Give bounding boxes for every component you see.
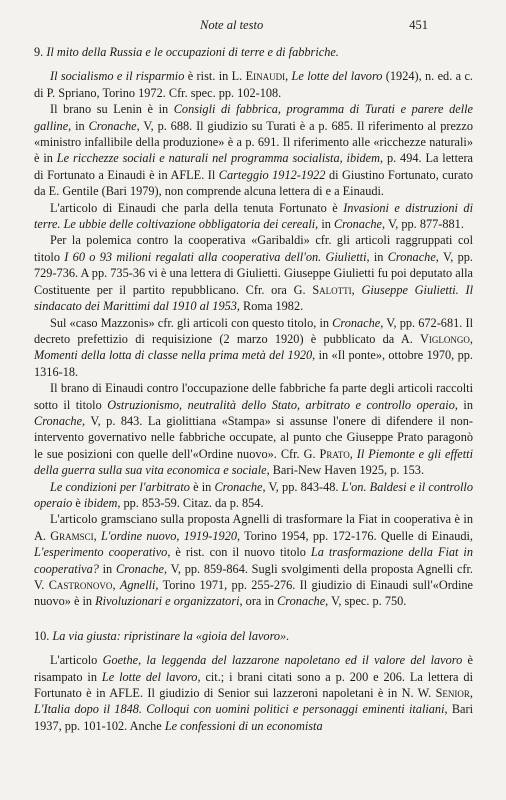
paragraph: L'articolo Goethe, la leggenda del lazzarone napoletano ed il valore del lavoro è risampato in Le lotte del lavoro, cit.; i brani citati sono a p. 200 e 206. La lettera di Fortunato è in AFLE. Il giudizio di Senior sui lazzeroni napoletani è in N. W. Senior, L'Italia dopo il 1848. Colloqui con uomini politici e personaggi eminenti italiani, Bari 1937, pp. 101-102. Anche Le confessioni di un economista <box>34 653 474 733</box>
paragraph: Il brano di Einaudi contro l'occupazione delle fabbriche fa parte degli articoli raccolti sotto il titolo Ostruzionismo, neutralità dello Stato, arbitrato e controllo operaio, in Cronache, V, p. 843. La giolittiana «Stampa» si assunse l'onere di difendere il non-intervento governativo nelle fabbriche occupate, al punto che Giuseppe Prato paragonò le sue posizioni con quelle dell'«Ordine nuovo». Cfr. G. Prato, Il Piemonte e gli effetti della guerra sulla sua vita economica e sociale, Bari-New Haven 1925, p. 153. <box>34 381 474 478</box>
paragraph: Sul «caso Mazzonis» cfr. gli articoli con questo titolo, in Cronache, V, pp. 672-681. Il decreto prefettizio di requisizione (2 marzo 1920) è pubblicato da A. Viglongo, Momenti della lotta di classe nella prima metà del 1920, in «Il ponte», ottobre 1970, pp. 1316-18. <box>34 315 473 379</box>
paragraph: Le condizioni per l'arbitrato è in Cronache, V, pp. 843-48. L'on. Baldesi e il controllo operaio è ibidem, pp. 853-59. Citaz. da p. 854. <box>34 479 473 510</box>
paragraph: Il brano su Lenin è in Consigli di fabbrica, programma di Turati e parere delle galline, in Cronache, V, p. 688. Il giudizio su Turati è a p. 685. Il riferimento al prezzo «ministro infallibile della produzione» è a p. 691. Il riferimento alle «ricchezze naturali» è in Le ricchezze sociali e naturali nel programma socialista, ibidem, p. 494. La lettera di Fortunato a Einaudi è in AFLE. Il Carteggio 1912-1922 di Giustino Fortunato, curato da E. Gentile (Bari 1979), non comprende alcuna lettera di e a Einaudi. <box>34 102 474 199</box>
section-9-number: 9. <box>34 45 44 59</box>
running-title: Note al testo <box>200 18 264 32</box>
section-9-heading: Il mito della Russia e le occupazioni di terre e di fabbriche. <box>46 45 339 59</box>
paragraph: L'articolo di Einaudi che parla della tenuta Fortunato è Invasioni e distruzioni di terre. Le ubbie delle coltivazione obbligatoria dei cereali, in Cronache, V, pp. 877-881. <box>34 200 473 232</box>
page-header <box>70 18 466 34</box>
page-number: 451 <box>409 18 428 32</box>
paragraph: Per la polemica contro la cooperativa «Garibaldi» cfr. gli articoli raggruppati col titolo I 60 o 93 milioni regalati alla cooperativa dell'on. Giulietti, in Cronache, V, pp. 729-736. A pp. 735-36 vi è una lettera di Giulietti. Giuseppe Giulietti fu poi deputato alla Costituente per il partito repubblicano. Cfr. ora G. Salotti, Giuseppe Giulietti. Il sindacato dei Marittimi dal 1910 al 1953, Roma 1982. <box>34 233 473 314</box>
paragraph: Il socialismo e il risparmio è rist. in L. Einaudi, Le lotte del lavoro (1924), n. ed. a c. di P. Spriano, Torino 1972. Cfr. spec. pp. 102-108. <box>34 69 473 100</box>
section-10-number: 10. <box>34 628 50 643</box>
page-body <box>34 44 473 734</box>
section-10-heading: La via giusta: ripristinare la «gioia del lavoro». <box>52 628 290 643</box>
paragraph: L'articolo gramsciano sulla proposta Agnelli di trasformare la Fiat in cooperativa è in A. Gramsci, L'ordine nuovo, 1919-1920, Torino 1954, pp. 172-176. Quelle di Einaudi, L'esperimento cooperativo, è rist. con il nuovo titolo La trasformazione della Fiat in cooperativa? in Cronache, V, pp. 859-864. Sugli svolgimenti della proposta Agnelli cfr. V. Castronovo, Agnelli, Torino 1971, pp. 255-276. Il giudizio di Einaudi sull'«Ordine nuovo» è in Rivoluzionari e organizzatori, ora in Cronache, V, spec. p. 750. <box>34 512 473 609</box>
section-10-title <box>34 628 473 644</box>
section-9-title <box>34 44 473 60</box>
